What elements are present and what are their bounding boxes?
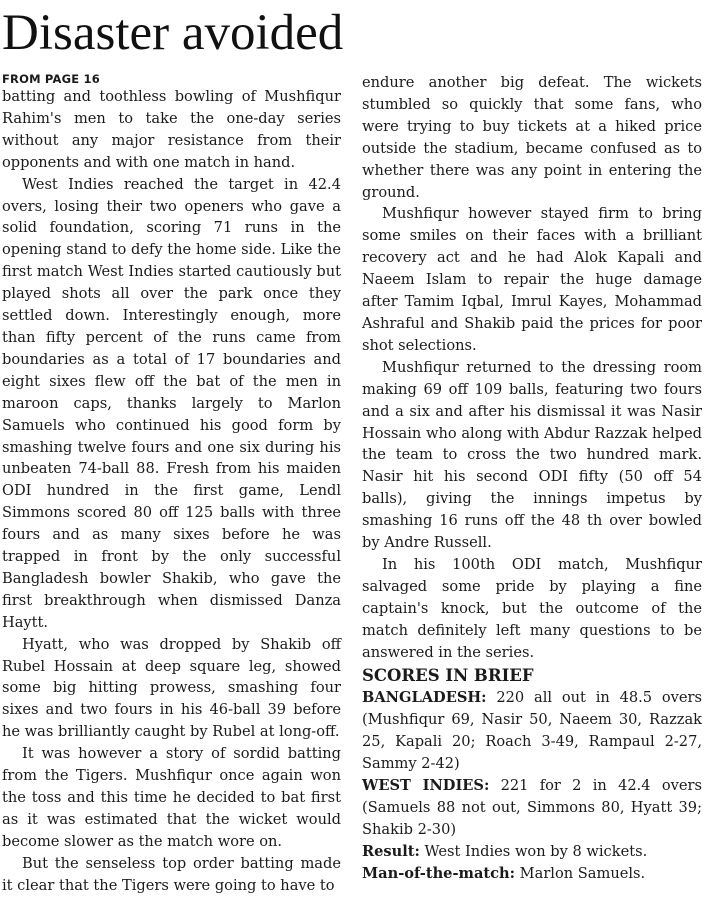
westindies-score-text: 221 for 2 in 42.4 overs (Samuels 88 not out, Simmons 80, Hyatt 39; Shakib 2-30) — [362, 777, 702, 838]
article-paragraph: Hyatt, who was dropped by Shakib off Rubel Hossain at deep square leg, showed some big hitting prowess, smashing four sixes and two fours in his 46-ball 39 before he was brilliantly caught by Rubel at long-off. — [2, 635, 341, 741]
bangladesh-score — [362, 687, 702, 775]
scores-in-brief — [362, 687, 702, 884]
result-text: West Indies won by 8 wickets. — [419, 842, 648, 860]
westindies-label: WEST INDIES: — [362, 777, 490, 795]
bangladesh-score-text: 220 all out in 48.5 overs (Mushfiqur 69, Nasir 50, Naeem 30, Razzak 25, Kapali 20; Roach 3-49, Rampaul 2-27, Sammy 2-42) — [362, 689, 702, 773]
westindies-score — [362, 775, 702, 841]
article-paragraph: In his 100th ODI match, Mushfiqur salvaged some pride by playing a fine captain's knock, but the outcome of the match definitely left many questions to be answered in the series. — [362, 555, 702, 661]
match-result — [362, 841, 702, 863]
article-paragraph: West Indies reached the target in 42.4 overs, losing their two openers who gave a solid foundation, scoring 71 runs in the opening stand to defy the home side. Like the first match West Indies started cautiously but played shots all over the park once they settled down. Interestingly enough, more than fifty percent of the runs came from boundaries as a total of 17 boundaries and eight sixes flew off the bat of the men in maroon caps, thanks largely to Marlon Samuels who continued his good form by smashing twelve fours and one six during his unbeaten 74-ball 88. Fresh from his maiden ODI hundred in the first game, Lendl Simmons scored 80 off 125 balls with three fours and as many sixes before he was trapped in front by the only successful Bangladesh bowler Shakib, who gave the first breakthrough when dismissed Danza Haytt. — [2, 175, 341, 631]
left-column — [2, 72, 341, 897]
scores-in-brief-heading: SCORES IN BRIEF — [362, 666, 534, 686]
article-paragraph: It was however a story of sordid batting from the Tigers. Mushfiqur once again won the toss and this time he decided to bat first as it was estimated that the wicket would become slower as the match wore on. — [2, 745, 341, 850]
article-paragraph: But the senseless top order batting made it clear that the Tigers were going to have to — [2, 854, 341, 894]
result-label: Result: — [362, 842, 420, 860]
article-paragraph: endure another big defeat. The wickets stumbled so quickly that some fans, who were trying to buy tickets at a hiked price outside the stadium, became confused as to whether there was any point in entering the ground. — [362, 74, 702, 201]
bangladesh-label: BANGLADESH: — [362, 689, 487, 707]
continued-from-label: FROM PAGE 16 — [2, 72, 100, 86]
man-of-the-match — [362, 863, 702, 885]
headline: Disaster avoided — [2, 5, 344, 61]
motm-label: Man-of-the-match: — [362, 864, 516, 882]
motm-text: Marlon Samuels. — [515, 864, 646, 882]
right-column — [362, 72, 702, 885]
article-paragraph: Mushfiqur returned to the dressing room making 69 off 109 balls, featuring two fours and a six and after his dismissal it was Nasir Hossain who along with Abdur Razzak helped the team to cross the two hundred mark. Nasir hit his second ODI fifty (50 off 54 balls), giving the innings impetus by smashing 16 runs off the 48 th over bowled by Andre Russell. — [362, 358, 702, 552]
article-paragraph: batting and toothless bowling of Mushfiqur Rahim's men to take the one-day series without any major resistance from their opponents and with one match in hand. — [2, 88, 341, 171]
article-paragraph: Mushfiqur however stayed firm to bring some smiles on their faces with a brilliant recovery act and he had Alok Kapali and Naeem Islam to repair the huge damage after Tamim Iqbal, Imrul Kayes, Mohammad Ashraful and Shakib paid the prices for poor shot selections. — [362, 205, 702, 354]
